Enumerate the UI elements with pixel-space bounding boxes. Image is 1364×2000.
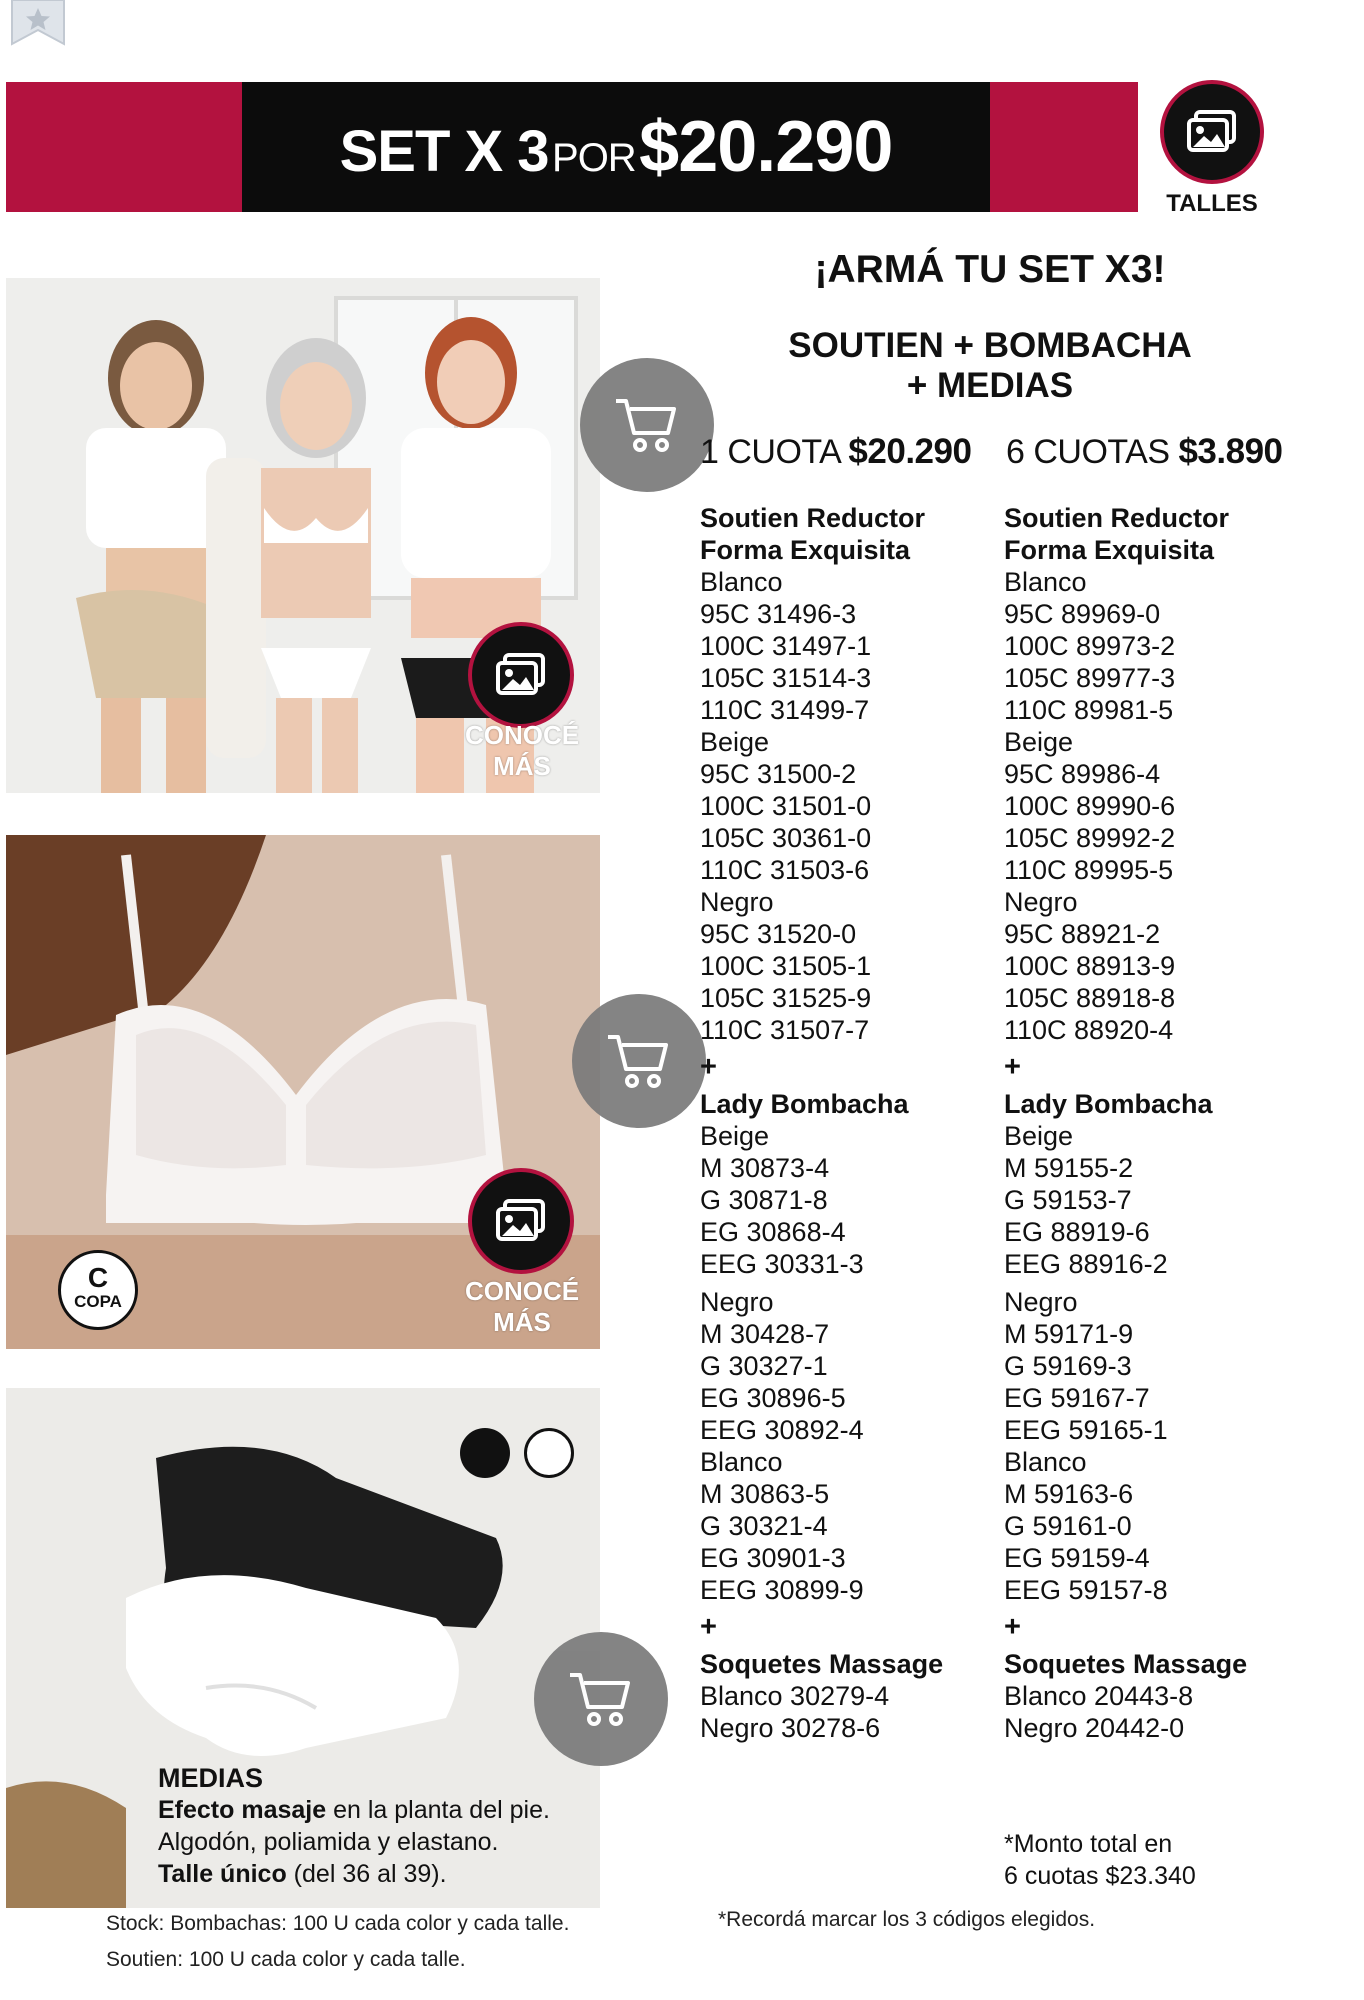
total-note: [1004, 1828, 1196, 1892]
medias-feature: Efecto masaje: [158, 1796, 327, 1824]
cuota-1-label: 1 CUOTA: [700, 433, 840, 471]
product-code-line: 100C 31505-1: [700, 951, 872, 981]
copa-badge: [58, 1250, 138, 1330]
product-code-line: Blanco: [1004, 567, 1087, 597]
medias-size-detail: (del 36 al 39).: [286, 1860, 447, 1888]
product-name: Forma Exquisita: [700, 535, 911, 565]
product-code-line: Negro: [700, 887, 774, 917]
product-code-line: 105C 31525-9: [700, 983, 872, 1013]
product-code-line: 105C 89977-3: [1004, 663, 1176, 693]
product-code-line: Beige: [1004, 1121, 1074, 1151]
add-to-cart-button-1[interactable]: [580, 358, 714, 492]
cuota-6-label: 6 CUOTAS: [1006, 433, 1170, 471]
banner-set-text: SET X 3: [339, 119, 549, 184]
conoce-mas-label-1: [452, 720, 592, 782]
medias-line-3: [158, 1858, 598, 1890]
product-code-line: 105C 88918-8: [1004, 983, 1176, 1013]
product-code-line: Beige: [1004, 727, 1074, 757]
product-code-line: EG 59159-4: [1004, 1543, 1150, 1573]
product-code-line: EG 30868-4: [700, 1217, 846, 1247]
copa-label: COPA: [74, 1292, 122, 1311]
product-code-line: EEG 30331-3: [700, 1249, 864, 1279]
medias-size: Talle único: [158, 1860, 287, 1888]
cuota-6-price: [1006, 432, 1283, 472]
product-name: Lady Bombacha: [1004, 1089, 1213, 1119]
total-note-line-2: 6 cuotas $23.340: [1004, 1862, 1196, 1890]
product-code-line: EEG 59157-8: [1004, 1575, 1168, 1605]
product-code-line: 110C 88920-4: [1004, 1015, 1174, 1045]
product-code-line: EG 88919-6: [1004, 1217, 1150, 1247]
plus-separator: +: [1004, 1611, 1021, 1643]
product-code-line: 100C 89973-2: [1004, 631, 1176, 661]
product-code-line: EG 30901-3: [700, 1543, 846, 1573]
medias-title: MEDIAS: [158, 1763, 264, 1793]
product-code-line: Blanco 30279-4: [700, 1681, 890, 1711]
product-code-line: Blanco 20443-8: [1004, 1681, 1194, 1711]
medias-feature-detail: en la planta del pie.: [326, 1796, 550, 1824]
product-code-line: 110C 89981-5: [1004, 695, 1174, 725]
product-code-line: EEG 59165-1: [1004, 1415, 1168, 1445]
product-code-line: Blanco: [700, 567, 783, 597]
codes-column-1-cuota: [700, 502, 1000, 1744]
product-code-line: 110C 31499-7: [700, 695, 870, 725]
product-code-line: EEG 88916-2: [1004, 1249, 1168, 1279]
product-name: Soquetes Massage: [1004, 1649, 1248, 1679]
product-code-line: G 30321-4: [700, 1511, 828, 1541]
color-swatch-black[interactable]: [460, 1428, 510, 1478]
product-code-line: Negro: [1004, 887, 1078, 917]
banner-accent-right: [990, 82, 1138, 212]
product-name: Lady Bombacha: [700, 1089, 909, 1119]
copa-letter: C: [87, 1262, 109, 1293]
product-name: Soutien Reductor: [700, 503, 926, 533]
product-code-line: Beige: [700, 1121, 770, 1151]
cuota-1-amount: $20.290: [848, 432, 972, 471]
banner-por-text: POR: [552, 136, 636, 180]
product-name: Soutien Reductor: [1004, 503, 1230, 533]
product-code-line: Negro 20442-0: [1004, 1713, 1185, 1743]
image-gallery-icon: [495, 1199, 547, 1243]
product-code-line: EG 59167-7: [1004, 1383, 1150, 1413]
product-code-line: 95C 31500-2: [700, 759, 857, 789]
total-note-line-1: *Monto total en: [1004, 1830, 1173, 1858]
product-code-line: 105C 30361-0: [700, 823, 872, 853]
conoce-mas-button-1[interactable]: [468, 622, 574, 728]
product-code-line: 105C 89992-2: [1004, 823, 1176, 853]
product-code-line: Blanco: [700, 1447, 783, 1477]
conoce-text: CONOCÉ: [464, 1276, 580, 1306]
stock-note-bombachas: Stock: Bombachas: 100 U cada color y cada talle.: [106, 1912, 570, 1935]
medias-line-1: [158, 1794, 598, 1826]
product-code-line: M 30863-5: [700, 1479, 830, 1509]
product-code-line: 100C 31497-1: [700, 631, 872, 661]
medias-description: [158, 1762, 598, 1890]
plus-separator: +: [700, 1611, 717, 1643]
conoce-mas-button-2[interactable]: [468, 1168, 574, 1274]
codes-reminder: *Recordá marcar los 3 códigos elegidos.: [718, 1908, 1096, 1931]
product-code-line: G 59161-0: [1004, 1511, 1132, 1541]
cart-icon: [604, 1029, 674, 1093]
conoce-text: CONOCÉ: [464, 720, 580, 750]
product-code-line: G 30327-1: [700, 1351, 828, 1381]
talles-label: TALLES: [1166, 190, 1258, 217]
image-gallery-icon: [495, 653, 547, 697]
medias-material: Algodón, poliamida y elastano.: [158, 1828, 499, 1856]
product-code-line: EG 30896-5: [700, 1383, 846, 1413]
mas-text: MÁS: [493, 751, 551, 781]
banner-price: $20.290: [639, 107, 893, 187]
cart-icon: [612, 393, 682, 457]
talles-button[interactable]: [1160, 80, 1264, 184]
product-code-line: EEG 30892-4: [700, 1415, 864, 1445]
product-code-line: M 59163-6: [1004, 1479, 1134, 1509]
mas-text: MÁS: [493, 1307, 551, 1337]
price-banner: [242, 82, 990, 212]
conoce-mas-label-2: [452, 1276, 592, 1338]
cuota-6-amount: $3.890: [1178, 432, 1283, 471]
product-code-line: 95C 89986-4: [1004, 759, 1161, 789]
product-code-line: 95C 89969-0: [1004, 599, 1161, 629]
add-to-cart-button-3[interactable]: [534, 1632, 668, 1766]
subhead-line-1: SOUTIEN + BOMBACHA: [788, 326, 1192, 365]
product-code-line: EEG 30899-9: [700, 1575, 864, 1605]
product-code-line: M 30428-7: [700, 1319, 830, 1349]
product-code-line: 110C 31503-6: [700, 855, 870, 885]
product-code-line: M 59171-9: [1004, 1319, 1134, 1349]
product-code-line: 100C 89990-6: [1004, 791, 1176, 821]
product-name: Forma Exquisita: [1004, 535, 1215, 565]
add-to-cart-button-2[interactable]: [572, 994, 706, 1128]
product-code-line: Negro: [1004, 1287, 1078, 1317]
product-code-line: 100C 88913-9: [1004, 951, 1176, 981]
plus-separator: +: [700, 1051, 717, 1083]
page-headline: ¡ARMÁ TU SET X3!: [814, 248, 1166, 291]
cart-icon: [566, 1667, 636, 1731]
color-swatch-white[interactable]: [524, 1428, 574, 1478]
product-code-line: G 30871-8: [700, 1185, 828, 1215]
product-code-line: Beige: [700, 727, 770, 757]
product-code-line: 110C 89995-5: [1004, 855, 1174, 885]
product-code-line: Blanco: [1004, 1447, 1087, 1477]
product-code-line: 95C 31496-3: [700, 599, 857, 629]
product-code-line: 100C 31501-0: [700, 791, 872, 821]
product-code-line: M 30873-4: [700, 1153, 830, 1183]
image-gallery-icon: [1186, 110, 1238, 154]
product-code-line: G 59153-7: [1004, 1185, 1132, 1215]
product-code-line: 105C 31514-3: [700, 663, 872, 693]
plus-separator: +: [1004, 1051, 1021, 1083]
product-name: Soquetes Massage: [700, 1649, 944, 1679]
cuota-1-price: [700, 432, 971, 472]
codes-column-6-cuotas: [1004, 502, 1304, 1744]
product-code-line: G 59169-3: [1004, 1351, 1132, 1381]
product-code-line: 95C 31520-0: [700, 919, 857, 949]
product-code-line: 110C 31507-7: [700, 1015, 870, 1045]
stock-note-soutien: Soutien: 100 U cada color y cada talle.: [106, 1948, 466, 1971]
product-code-line: Negro 30278-6: [700, 1713, 881, 1743]
product-code-line: Negro: [700, 1287, 774, 1317]
banner-title: [340, 106, 893, 188]
subhead-line-2: + MEDIAS: [906, 366, 1074, 405]
product-code-line: 95C 88921-2: [1004, 919, 1161, 949]
product-code-line: M 59155-2: [1004, 1153, 1134, 1183]
set-contents-heading: [700, 326, 1280, 406]
banner-accent-left: [6, 82, 242, 212]
bookmark-icon[interactable]: [8, 0, 68, 48]
